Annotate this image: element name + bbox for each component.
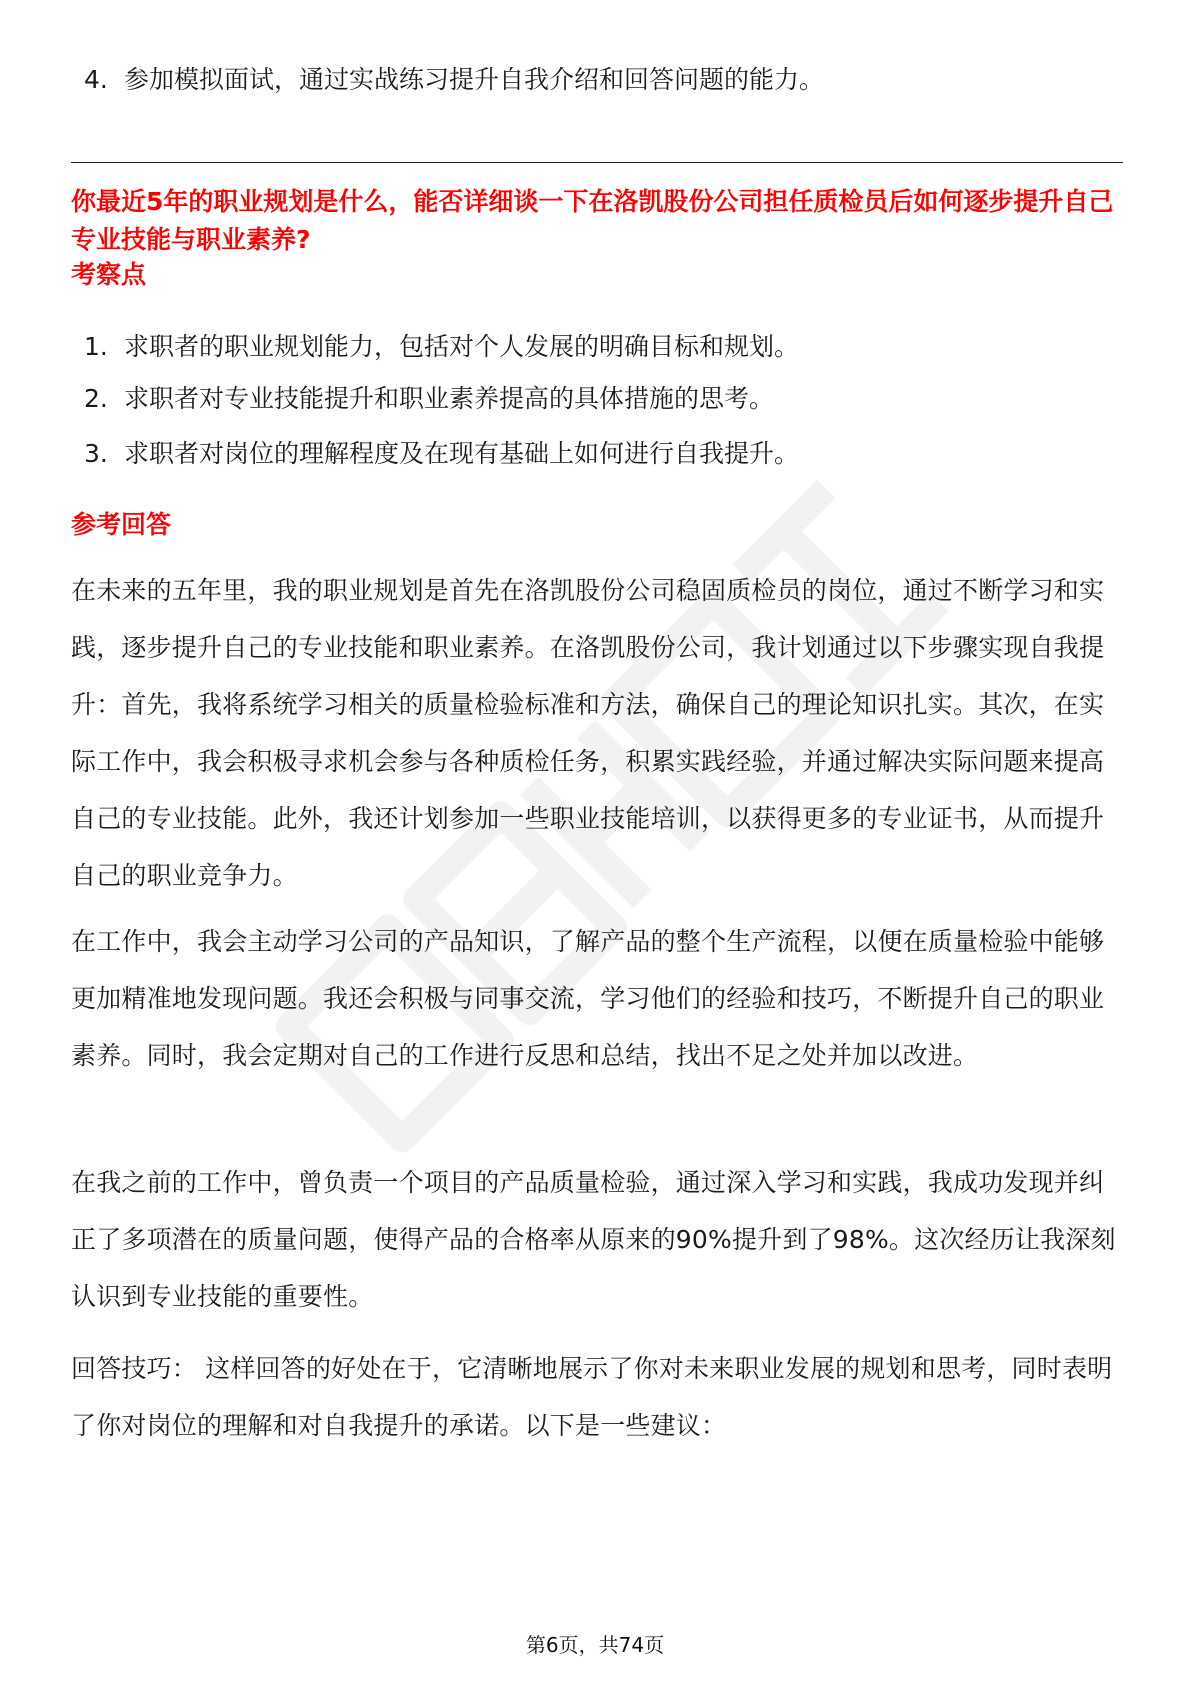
section-divider bbox=[71, 162, 1123, 163]
exam-points-label: 考察点 bbox=[71, 260, 147, 289]
answer-paragraph-2: 在工作中，我会主动学习公司的产品知识，了解产品的整个生产流程，以便在质量检验中能够更加精准地发现问题。我还会积极与同事交流，学习他们的经验和技巧，不断提升自己的职业素养。同时，我会定期对自己的工作进行反思和总结，找出不足之处并加以改进。 bbox=[71, 927, 1105, 1070]
exam-point-3 bbox=[84, 437, 799, 471]
exam-point-1 bbox=[84, 330, 799, 364]
list-number: 4. bbox=[84, 65, 108, 94]
list-number: 3. bbox=[84, 439, 108, 468]
answer-tips-paragraph: 回答技巧： 这样回答的好处在于，它清晰地展示了你对未来职业发展的规划和思考，同时表明了你对岗位的理解和对自我提升的承诺。以下是一些建议： bbox=[71, 1354, 1113, 1440]
page-footer: 第6页，共74页 bbox=[525, 1633, 665, 1657]
list-text: 求职者的职业规划能力，包括对个人发展的明确目标和规划。 bbox=[124, 332, 800, 361]
reference-answer-label: 参考回答 bbox=[71, 510, 172, 539]
list-item-4 bbox=[84, 63, 824, 97]
question-heading: 你最近5年的职业规划是什么，能否详细谈一下在洛凯股份公司担任质检员后如何逐步提升自己专业技能与职业素养? bbox=[71, 187, 1114, 254]
list-text: 参加模拟面试，通过实战练习提升自我介绍和回答问题的能力。 bbox=[124, 65, 825, 94]
exam-point-2 bbox=[84, 382, 774, 416]
answer-paragraph-1: 在未来的五年里，我的职业规划是首先在洛凯股份公司稳固质检员的岗位，通过不断学习和实践，逐步提升自己的专业技能和职业素养。在洛凯股份公司，我计划通过以下步骤实现自我提升：首先，我将系统学习相关的质量检验标准和方法，确保自己的理论知识扎实。其次，在实际工作中，我会积极寻求机会参与各种质检任务，积累实践经验，并通过解决实际问题来提高自己的专业技能。此外，我还计划参加一些职业技能培训，以获得更多的专业证书，从而提升自己的职业竞争力。 bbox=[71, 576, 1105, 890]
list-text: 求职者对岗位的理解程度及在现有基础上如何进行自我提升。 bbox=[124, 439, 800, 468]
list-number: 1. bbox=[84, 332, 108, 361]
list-text: 求职者对专业技能提升和职业素养提高的具体措施的思考。 bbox=[124, 384, 775, 413]
answer-paragraph-3: 在我之前的工作中，曾负责一个项目的产品质量检验，通过深入学习和实践，我成功发现并纠正了多项潜在的质量问题，使得产品的合格率从原来的90%提升到了98%。这次经历让我深刻认识到专业技能的重要性。 bbox=[71, 1168, 1116, 1311]
list-number: 2. bbox=[84, 384, 108, 413]
